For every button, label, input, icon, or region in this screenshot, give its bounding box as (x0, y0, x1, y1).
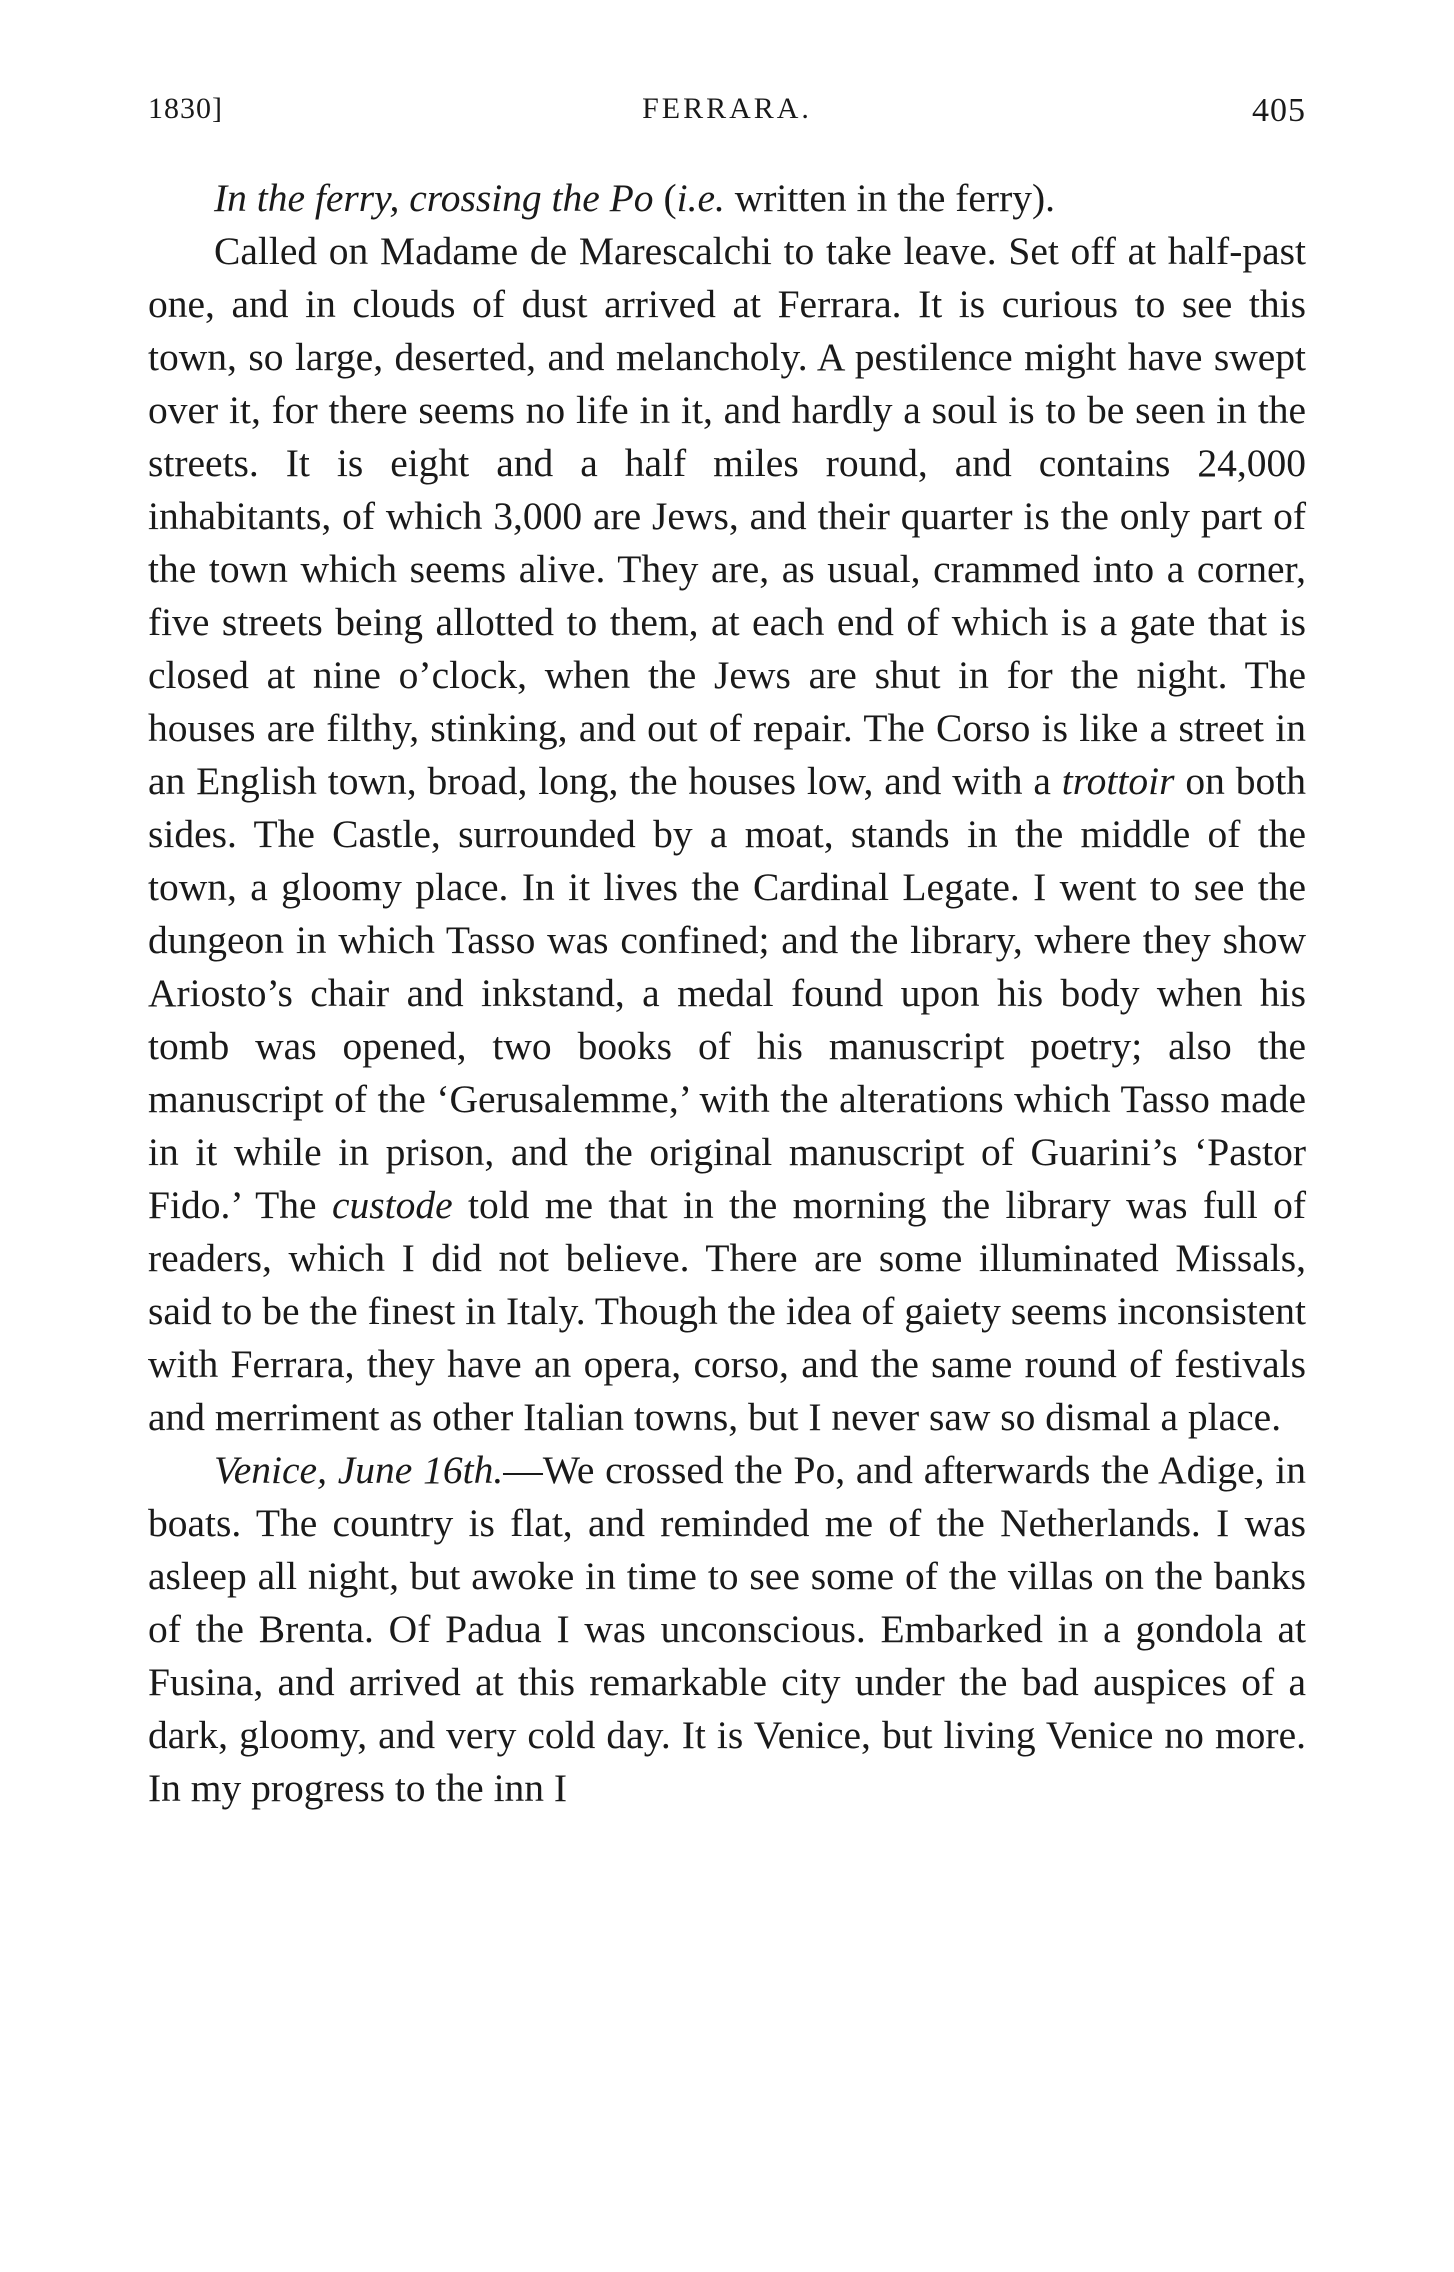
ferrara-text-a: Called on Madame de Marescalchi to take leave. Set off at half-past one, and in clouds of dust arrived at Ferrara. It is curious to see this town, so large, deserted, and melancholy. A pestilence might have swept over it, for there seems no life in it, and hardly a soul is to be seen in the streets. It is eight and a half miles round, and contains 24,000 inhabitants, of which 3,000 are Jews, and their quarter is the only part of the town which seems alive. They are, as usual, crammed into a corner, five streets being allotted to them, at each end of which is a gate that is closed at nine o’clock, when the Jews are shut in for the night. The houses are filthy, stinking, and out of repair. The Corso is like a street in an English town, broad, long, the houses low, and with a (148, 229, 1306, 803)
ferrara-text-c: told me that in the morning the library was full of readers, which I did not believe. There are some illuminated Missals, said to be the finest in Italy. Though the idea of gaiety seems inconsistent with Ferrara, they have an opera, corso, and the same round of festivals and merriment as other Italian towns, but I never saw so dismal a place. (148, 1183, 1306, 1439)
paragraph-venice (148, 1444, 1306, 1815)
custode-italic: custode (331, 1183, 453, 1227)
page-number: 405 (1252, 92, 1306, 129)
header-title: FERRARA. (642, 92, 812, 125)
venice-text: —We crossed the Po, and afterwards the Adige, in boats. The country is flat, and reminded me of the Netherlands. I was asleep all night, but awoke in time to see some of the villas on the banks of the Brenta. Of Padua I was unconscious. Embarked in a gondola at Fusina, and arrived at this remarkable city under the bad auspices of a dark, gloomy, and very cold day. It is Venice, but living Venice no more. In my progress to the inn I (148, 1448, 1306, 1810)
ferry-heading-italic: In the ferry, crossing the Po (214, 176, 654, 220)
paragraph-ferry (148, 172, 1306, 225)
ferrara-text-b: on both sides. The Castle, surrounded by a moat, stands in the middle of the town, a gloomy place. In it lives the Cardinal Legate. I went to see the dungeon in which Tasso was confined; and the library, where they show Ariosto’s chair and inkstand, a medal found upon his body when his tomb was opened, two books of his manuscript poetry; also the manuscript of the ‘Gerusalemme,’ with the alterations which Tasso made in it while in prison, and the original manuscript of Guarini’s ‘Pastor Fido.’ The (148, 759, 1306, 1227)
venice-dateline: Venice, June 16th. (214, 1448, 504, 1492)
trottoir-italic: trottoir (1061, 759, 1175, 803)
ferry-paren-open: ( (653, 176, 677, 220)
running-header (148, 92, 1306, 142)
ferry-heading-rest: written in the ferry). (724, 176, 1055, 220)
page-body (148, 172, 1306, 1815)
header-year: 1830] (148, 92, 223, 125)
paragraph-ferrara (148, 225, 1306, 1444)
ferry-ie-italic: i.e. (676, 176, 725, 220)
